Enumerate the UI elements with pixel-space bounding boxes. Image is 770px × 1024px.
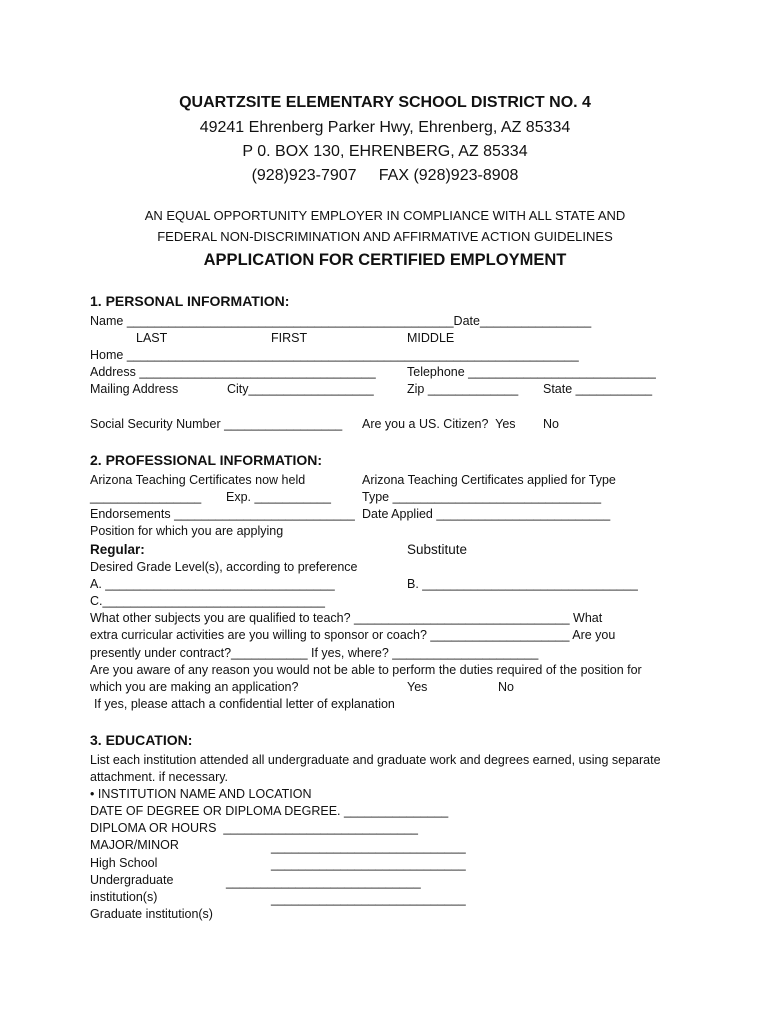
position-label: Position for which you are applying (90, 524, 284, 538)
last-label: LAST (136, 331, 168, 345)
aware-no-option[interactable]: No (498, 680, 514, 694)
type-field[interactable]: Type ______________________________ (362, 490, 602, 504)
professional-heading: 2. PROFESSIONAL INFORMATION: (90, 452, 323, 468)
grade-levels-label: Desired Grade Level(s), according to preference (90, 560, 358, 574)
first-label: FIRST (271, 331, 308, 345)
personal-heading: 1. PERSONAL INFORMATION: (90, 293, 290, 309)
confidential-letter-note: If yes, please attach a confidential letter of explanation (94, 697, 395, 711)
other-subjects-field[interactable]: What other subjects you are qualified to teach? _______________________________ What (90, 611, 603, 625)
certs-held-label: Arizona Teaching Certificates now held (90, 473, 306, 487)
institutions-label: institution(s) (90, 890, 158, 904)
endorsements-field[interactable]: Endorsements __________________________ (90, 507, 355, 521)
ssn-field[interactable]: Social Security Number _________________ (90, 417, 343, 431)
home-field[interactable]: Home _________________________________________________________________ (90, 348, 579, 362)
high-school-label: High School (90, 856, 158, 870)
district-address: 49241 Ehrenberg Parker Hwy, Ehrenberg, AZ 85334 (199, 119, 571, 136)
mailing-address-label: Mailing Address (90, 382, 179, 396)
certs-held-field[interactable]: ________________ (90, 490, 202, 504)
major-minor-field[interactable]: ____________________________ (271, 840, 466, 854)
substitute-option[interactable]: Substitute (407, 542, 468, 557)
citizen-question[interactable]: Are you a US. Citizen? Yes (362, 417, 516, 431)
education-instructions-line1: List each institution attended all undergraduate and graduate work and degrees earned, using separate (90, 753, 661, 767)
eoe-statement-line2: FEDERAL NON-DISCRIMINATION AND AFFIRMATIVE ACTION GUIDELINES (157, 229, 613, 244)
grade-a-field[interactable]: A. _________________________________ (90, 577, 335, 591)
eoe-statement-line1: AN EQUAL OPPORTUNITY EMPLOYER IN COMPLIANCE WITH ALL STATE AND (144, 208, 626, 223)
undergraduate-label: Undergraduate (90, 873, 174, 887)
education-instructions-line2: attachment. if necessary. (90, 770, 229, 784)
exp-field[interactable]: Exp. ___________ (226, 490, 331, 504)
diploma-hours-field[interactable]: DIPLOMA OR HOURS ____________________________ (90, 821, 419, 835)
date-applied-field[interactable]: Date Applied _________________________ (362, 507, 611, 521)
state-field[interactable]: State ___________ (543, 382, 653, 396)
institution-name-label: • INSTITUTION NAME AND LOCATION (90, 787, 312, 801)
contract-field[interactable]: presently under contract?___________ If yes, where? _____________________ (90, 646, 539, 660)
name-field[interactable]: Name _______________________________________________Date________________ (90, 314, 592, 328)
graduate-field[interactable]: ____________________________ (271, 892, 466, 906)
po-box: P 0. BOX 130, EHRENBERG, AZ 85334 (242, 143, 528, 160)
grade-b-field[interactable]: B. _______________________________ (407, 577, 638, 591)
graduate-institutions-label: Graduate institution(s) (90, 907, 213, 921)
city-field[interactable]: City__________________ (227, 382, 374, 396)
zip-field[interactable]: Zip _____________ (407, 382, 519, 396)
major-minor-label: MAJOR/MINOR (90, 838, 179, 852)
high-school-field[interactable]: ____________________________ (271, 857, 466, 871)
date-of-degree-field[interactable]: DATE OF DEGREE OR DIPLOMA DEGREE. _______________ (90, 804, 449, 818)
phone-fax: (928)923-7907 FAX (928)923-8908 (251, 167, 519, 184)
extra-curricular-field[interactable]: extra curricular activities are you willing to sponsor or coach? ____________________ Are you (90, 628, 616, 642)
district-name: QUARTZSITE ELEMENTARY SCHOOL DISTRICT NO. 4 (179, 94, 591, 111)
grade-c-field[interactable]: C.________________________________ (90, 594, 325, 608)
address-field[interactable]: Address __________________________________ (90, 365, 376, 379)
middle-label: MIDDLE (407, 331, 455, 345)
regular-option[interactable]: Regular: (90, 542, 145, 557)
application-question: which you are making an application? (90, 680, 299, 694)
undergraduate-field[interactable]: ____________________________ (226, 875, 421, 889)
aware-question: Are you aware of any reason you would not be able to perform the duties required of the position for (90, 663, 642, 677)
certs-applied-label: Arizona Teaching Certificates applied for Type (362, 473, 616, 487)
telephone-field[interactable]: Telephone ___________________________ (407, 365, 656, 379)
form-title: APPLICATION FOR CERTIFIED EMPLOYMENT (203, 251, 567, 269)
aware-yes-option[interactable]: Yes (407, 680, 428, 694)
education-heading: 3. EDUCATION: (90, 732, 193, 748)
citizen-no-option[interactable]: No (543, 417, 559, 431)
